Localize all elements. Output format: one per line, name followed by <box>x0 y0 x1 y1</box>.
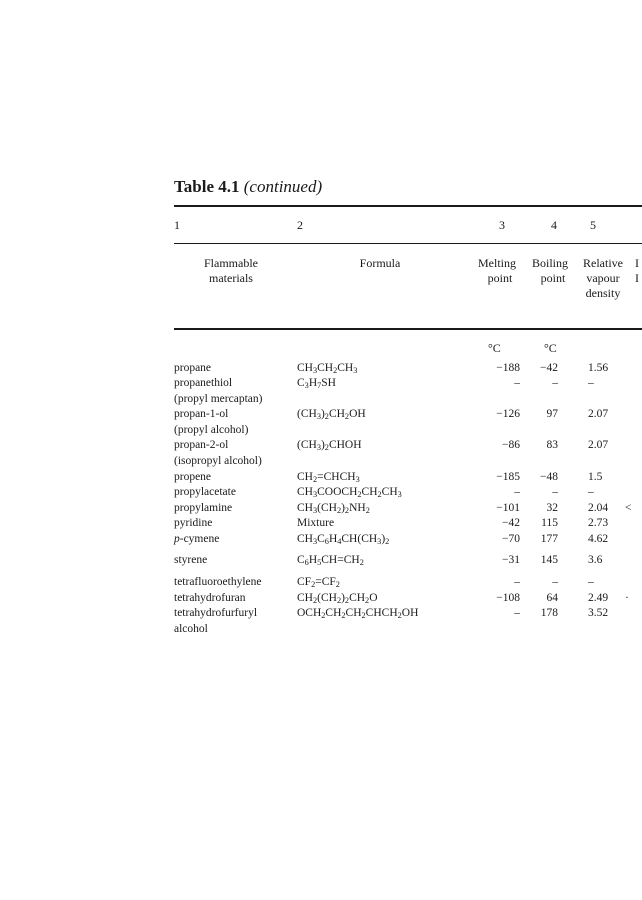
formula-cell: $CH_2(CH_2)_2CH_2O$ <box>297 592 378 606</box>
formula-cell: $CH_2=CHCH_3$ <box>297 471 360 485</box>
vapour-density-cell: 2.73 <box>588 517 609 529</box>
boiling-point-cell: 145 <box>540 554 558 566</box>
column-number: 3 <box>499 218 505 232</box>
melting-point-cell: – <box>514 377 520 389</box>
vapour-density-cell: 2.07 <box>588 439 609 451</box>
header-relative-vapour-density: Relative vapour density <box>583 256 623 300</box>
formula-cell: $(CH_3)_2CHOH$ <box>297 439 362 453</box>
melting-point-cell: −126 <box>496 408 520 420</box>
number-rule <box>174 243 642 244</box>
top-rule <box>174 205 642 207</box>
melting-point-cell: – <box>514 576 520 588</box>
header-boiling-point: Boiling point <box>531 256 568 285</box>
boiling-point-cell: 64 <box>546 592 558 604</box>
header-formula: Formula <box>359 256 401 270</box>
table-title-continued: (continued) <box>243 177 323 196</box>
column-number: 1 <box>174 218 180 232</box>
formula-cell: $(CH_3)_2CH_2OH$ <box>297 408 366 422</box>
formula-cell: $CH_3CH_2CH_3$ <box>297 362 358 376</box>
material-name: (isopropyl alcohol) <box>174 455 262 467</box>
vapour-density-cell: – <box>588 377 594 389</box>
header-rule <box>174 328 642 330</box>
vapour-density-cell: 3.52 <box>588 607 609 619</box>
material-name: (propyl mercaptan) <box>174 393 263 405</box>
material-name: p-cymene <box>174 533 220 545</box>
vapour-density-cell: 2.07 <box>588 408 609 420</box>
formula-cell: $C_3H_7SH$ <box>297 377 336 391</box>
vapour-density-cell: 2.04 <box>588 502 609 514</box>
vapour-density-cell: 1.56 <box>588 362 609 374</box>
material-name: tetrahydrofuran <box>174 592 246 604</box>
boiling-point-cell: 115 <box>541 517 558 529</box>
melting-point-cell: −31 <box>502 554 520 566</box>
melting-point-cell: −70 <box>502 533 520 545</box>
boiling-point-cell: 177 <box>540 533 558 545</box>
material-name: propan-2-ol <box>174 439 229 451</box>
formula-cell: $CH_3COOCH_2CH_2CH_3$ <box>297 486 402 500</box>
material-name: propylacetate <box>174 486 236 498</box>
material-name: tetrafluoroethylene <box>174 576 262 588</box>
melting-point-cell: −86 <box>502 439 520 451</box>
cut-off-cell: · <box>625 592 629 604</box>
boiling-point-cell: 178 <box>540 607 558 619</box>
material-name: propane <box>174 362 212 374</box>
header-melting-point: Melting point <box>478 256 516 285</box>
header-flammable-materials: Flammable materials <box>204 256 258 285</box>
melting-point-cell: −188 <box>496 362 520 374</box>
melting-point-cell: −185 <box>496 471 520 483</box>
material-name: pyridine <box>174 517 213 529</box>
boiling-point-cell: – <box>552 576 558 588</box>
formula-cell: $CH_3(CH_2)_2NH_2$ <box>297 502 370 516</box>
melting-point-cell: – <box>514 607 520 619</box>
melting-point-cell: −101 <box>496 502 520 514</box>
material-name: tetrahydrofurfuryl <box>174 607 258 619</box>
boiling-point-cell: −42 <box>540 362 558 374</box>
formula-cell: $C_6H_5CH=CH_2$ <box>297 554 364 568</box>
material-name: propylamine <box>174 502 233 514</box>
boiling-point-cell: – <box>552 486 558 498</box>
table-title-number: Table 4.1 <box>174 177 240 196</box>
material-name: propan-1-ol <box>174 408 229 420</box>
boiling-point-cell: 97 <box>546 408 558 420</box>
material-name: propene <box>174 471 212 483</box>
formula-cell: $OCH_2CH_2CH_2CHCH_2OH$ <box>297 607 419 621</box>
boiling-unit: °C <box>544 341 557 355</box>
boiling-point-cell: 83 <box>546 439 558 451</box>
formula-cell: $CF_2=CF_2$ <box>297 576 340 590</box>
boiling-point-cell: −48 <box>540 471 558 483</box>
boiling-point-cell: – <box>552 377 558 389</box>
material-name: styrene <box>174 554 208 566</box>
vapour-density-cell: 3.6 <box>588 554 603 566</box>
table-title <box>174 177 322 197</box>
melting-point-cell: – <box>514 486 520 498</box>
material-name: (propyl alcohol) <box>174 424 249 436</box>
column-number: 2 <box>297 218 303 232</box>
boiling-point-cell: 32 <box>546 502 558 514</box>
melting-point-cell: −108 <box>496 592 520 604</box>
cut-off-cell: < <box>625 502 632 514</box>
melting-unit: °C <box>488 341 501 355</box>
melting-point-cell: −42 <box>502 517 520 529</box>
column-number: 4 <box>551 218 557 232</box>
vapour-density-cell: – <box>588 576 594 588</box>
material-name: propanethiol <box>174 377 233 389</box>
vapour-density-cell: 1.5 <box>588 471 603 483</box>
formula-cell: $CH_3C_6H_4CH(CH_3)_2$ <box>297 533 390 547</box>
vapour-density-cell: – <box>588 486 594 498</box>
column-number: 5 <box>590 218 596 232</box>
vapour-density-cell: 2.49 <box>588 592 609 604</box>
vapour-density-cell: 4.62 <box>588 533 609 545</box>
formula-cell: Mixture <box>297 517 335 529</box>
header-cut-off: I I <box>635 256 639 285</box>
material-name: alcohol <box>174 623 208 635</box>
